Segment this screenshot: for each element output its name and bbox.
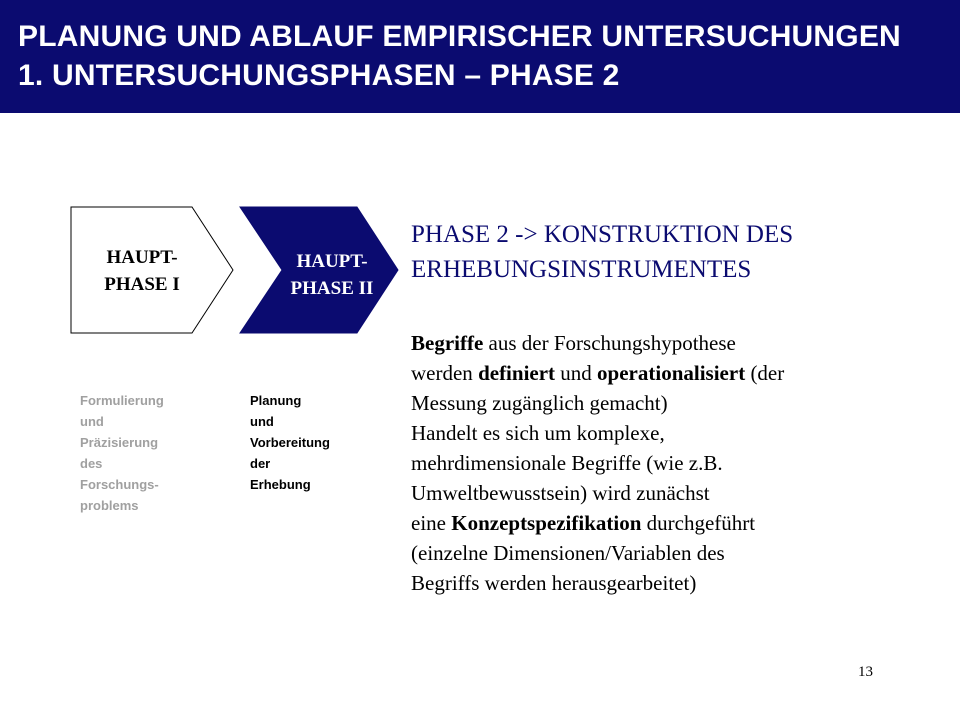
body-line: [411, 478, 784, 508]
text-run: durchgeführt: [641, 511, 756, 535]
text-run: Handelt es sich um komplexe,: [411, 421, 665, 445]
body-line: [411, 568, 784, 598]
text-run: aus der Forschungshypothese: [483, 331, 736, 355]
emphasized-term: Konzeptspezifikation: [451, 511, 642, 535]
phase-1-description: Formulierung und Präzisierung des Forschungs- problems: [80, 393, 164, 513]
body-line: [411, 448, 784, 478]
body-line: [411, 418, 784, 448]
text-run: mehrdimensionale Begriffe (wie z.B.: [411, 451, 723, 475]
text-run: (einzelne Dimensionen/Variablen des: [411, 541, 725, 565]
text-run: werden: [411, 361, 479, 385]
body-text: [411, 328, 784, 598]
phase-1-label: HAUPT- PHASE I: [104, 247, 180, 295]
body-line: [411, 388, 784, 418]
text-run: und: [555, 361, 598, 385]
text-run: (der: [745, 361, 785, 385]
phase-2-description: Planung und Vorbereitung der Erhebung: [250, 393, 330, 492]
text-run: Begriffs werden herausgearbeitet): [411, 571, 697, 595]
slide-title: PLANUNG UND ABLAUF EMPIRISCHER UNTERSUCHUNGEN: [18, 20, 901, 53]
emphasized-term: Begriffe: [411, 331, 484, 355]
slide-subtitle: 1. UNTERSUCHUNGSPHASEN – PHASE 2: [18, 59, 620, 92]
text-run: eine: [411, 511, 452, 535]
body-line: [411, 328, 784, 358]
emphasized-term: definiert: [478, 361, 556, 385]
text-run: Messung zugänglich gemacht): [411, 391, 668, 415]
text-run: Umweltbewusstsein) wird zunächst: [411, 481, 710, 505]
emphasized-term: operationalisiert: [597, 361, 746, 385]
page-number: 13: [858, 664, 873, 680]
phase-2-label: HAUPT- PHASE II: [290, 251, 374, 299]
phase-heading: PHASE 2 -> KONSTRUKTION DES ERHEBUNGSINSTRUMENTES: [411, 221, 794, 283]
body-line: [411, 508, 784, 538]
body-line: [411, 538, 784, 568]
body-line: [411, 358, 784, 388]
